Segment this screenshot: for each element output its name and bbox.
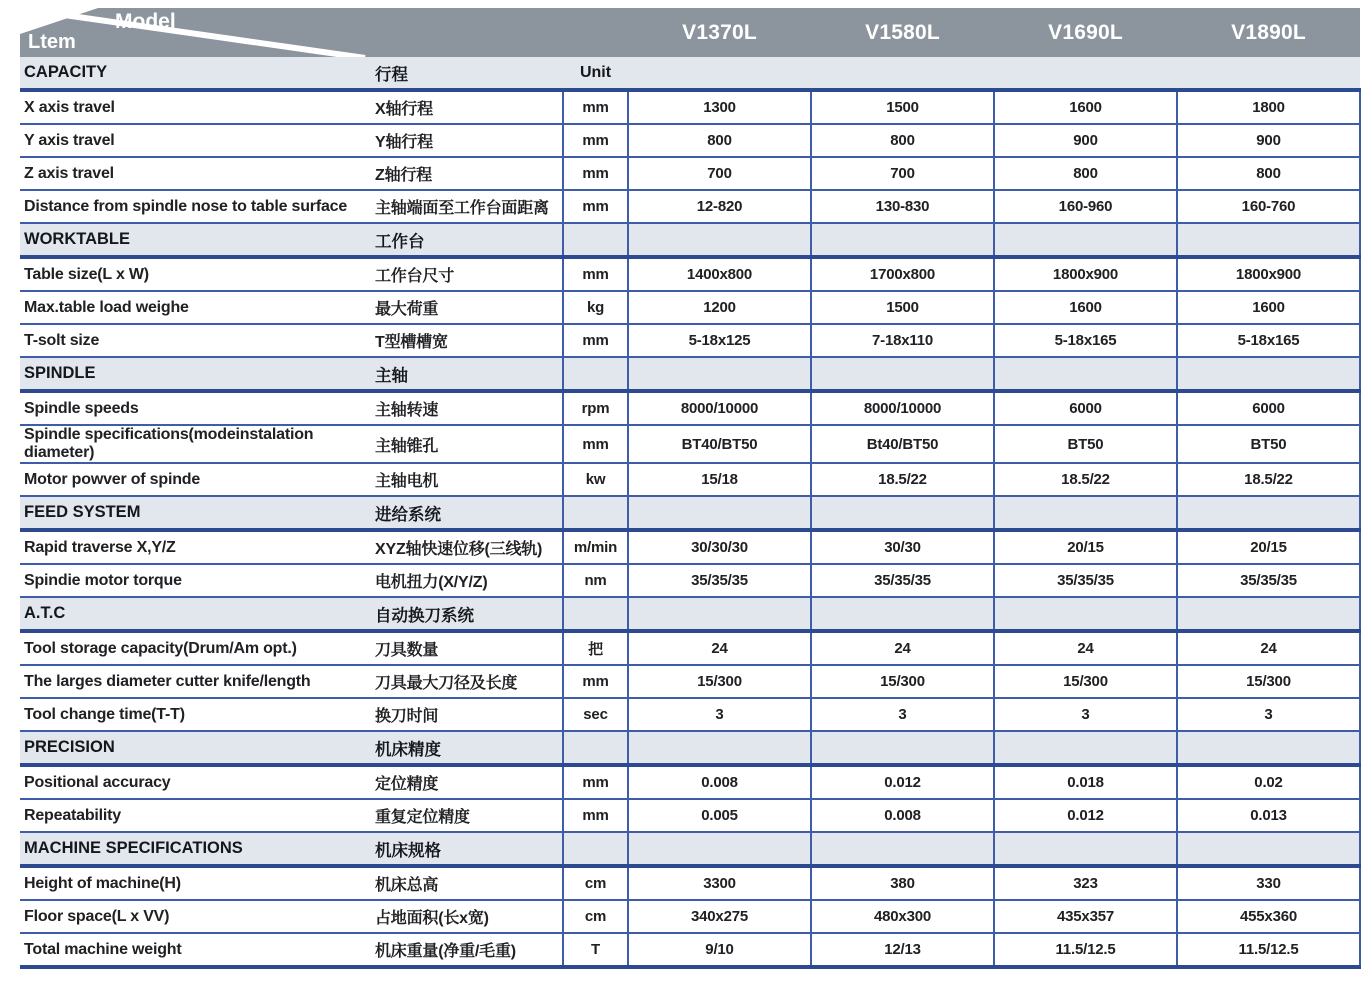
section-empty-cell xyxy=(994,832,1177,866)
value-cell: 800 xyxy=(994,157,1177,190)
value-cell: 340x275 xyxy=(628,900,811,933)
item-name-cn: 定位精度 xyxy=(375,765,563,799)
value-cell: 3 xyxy=(994,698,1177,731)
value-cell: 0.008 xyxy=(811,799,994,832)
spec-row xyxy=(20,157,1360,190)
value-cell: 1400x800 xyxy=(628,257,811,291)
unit-cell: mm xyxy=(563,257,628,291)
item-name-en: Max.table load weighe xyxy=(20,291,375,324)
value-cell: 435x357 xyxy=(994,900,1177,933)
section-row xyxy=(20,357,1360,391)
value-cell: 30/30/30 xyxy=(628,530,811,564)
unit-cell: mm xyxy=(563,124,628,157)
value-cell: 5-18x165 xyxy=(994,324,1177,357)
model-header-2: V1580L xyxy=(811,8,994,57)
unit-column-header xyxy=(563,731,628,765)
value-cell: 7-18x110 xyxy=(811,324,994,357)
unit-cell: 把 xyxy=(563,631,628,665)
item-name-cn: 主轴端面至工作台面距离 xyxy=(375,190,563,223)
section-empty-cell xyxy=(628,357,811,391)
value-cell: 1600 xyxy=(994,90,1177,124)
section-empty-cell xyxy=(811,597,994,631)
item-name-en: Spindle specifications(modeinstalation diameter) xyxy=(20,425,375,463)
section-empty-cell xyxy=(1177,597,1360,631)
value-cell: 160-760 xyxy=(1177,190,1360,223)
item-name-cn: T型槽槽宽 xyxy=(375,324,563,357)
spec-row xyxy=(20,799,1360,832)
item-name-en: Total machine weight xyxy=(20,933,375,967)
unit-cell: kw xyxy=(563,463,628,496)
value-cell: 1700x800 xyxy=(811,257,994,291)
section-empty-cell xyxy=(628,223,811,257)
spec-row xyxy=(20,124,1360,157)
item-name-en: Tool change time(T-T) xyxy=(20,698,375,731)
unit-cell: cm xyxy=(563,866,628,900)
section-title-cn: 进给系统 xyxy=(375,496,563,530)
spec-row xyxy=(20,190,1360,223)
section-empty-cell xyxy=(994,731,1177,765)
value-cell: 800 xyxy=(628,124,811,157)
value-cell: 330 xyxy=(1177,866,1360,900)
value-cell: 1600 xyxy=(1177,291,1360,324)
item-name-cn: 占地面积(长x宽) xyxy=(375,900,563,933)
spec-row xyxy=(20,425,1360,463)
section-title-en: PRECISION xyxy=(20,731,375,765)
section-row xyxy=(20,731,1360,765)
section-title-en: A.T.C xyxy=(20,597,375,631)
item-name-cn: 主轴转速 xyxy=(375,391,563,425)
value-cell: 0.008 xyxy=(628,765,811,799)
item-name-cn: XYZ轴快速位移(三线轨) xyxy=(375,530,563,564)
unit-cell: rpm xyxy=(563,391,628,425)
item-name-en: The larges diameter cutter knife/length xyxy=(20,665,375,698)
value-cell: 15/300 xyxy=(1177,665,1360,698)
section-empty-cell xyxy=(811,731,994,765)
value-cell: 1800x900 xyxy=(994,257,1177,291)
value-cell: 0.018 xyxy=(994,765,1177,799)
item-name-en: Z axis travel xyxy=(20,157,375,190)
value-cell: 0.02 xyxy=(1177,765,1360,799)
section-title-cn: 机床规格 xyxy=(375,832,563,866)
value-cell: 480x300 xyxy=(811,900,994,933)
value-cell: 1600 xyxy=(994,291,1177,324)
value-cell: 380 xyxy=(811,866,994,900)
item-name-en: X axis travel xyxy=(20,90,375,124)
section-row xyxy=(20,496,1360,530)
corner-label-model: Model xyxy=(115,10,176,33)
value-cell: 3300 xyxy=(628,866,811,900)
item-name-cn: X轴行程 xyxy=(375,90,563,124)
section-title-cn: 主轴 xyxy=(375,357,563,391)
value-cell: 1300 xyxy=(628,90,811,124)
value-cell: 1500 xyxy=(811,90,994,124)
value-cell: 12-820 xyxy=(628,190,811,223)
unit-cell: sec xyxy=(563,698,628,731)
item-name-en: Spindle speeds xyxy=(20,391,375,425)
unit-column-header xyxy=(563,357,628,391)
section-empty-cell xyxy=(1177,731,1360,765)
item-name-en: Rapid traverse X,Y/Z xyxy=(20,530,375,564)
value-cell: 15/300 xyxy=(628,665,811,698)
section-title-en: FEED SYSTEM xyxy=(20,496,375,530)
value-cell: 0.012 xyxy=(994,799,1177,832)
table-header-row xyxy=(20,8,1360,57)
unit-cell: mm xyxy=(563,157,628,190)
value-cell: 8000/10000 xyxy=(811,391,994,425)
item-name-en: Distance from spindle nose to table surface xyxy=(20,190,375,223)
section-title-en: SPINDLE xyxy=(20,357,375,391)
corner-label-item: Ltem xyxy=(28,31,76,53)
value-cell: 35/35/35 xyxy=(1177,564,1360,597)
section-title-cn: 自动换刀系统 xyxy=(375,597,563,631)
value-cell: 5-18x125 xyxy=(628,324,811,357)
value-cell: 8000/10000 xyxy=(628,391,811,425)
section-title-cn: 行程 xyxy=(375,57,563,90)
spec-table-body xyxy=(20,57,1360,967)
item-name-cn: 主轴电机 xyxy=(375,463,563,496)
section-row xyxy=(20,832,1360,866)
value-cell: 1800 xyxy=(1177,90,1360,124)
unit-column-header: Unit xyxy=(563,57,628,90)
unit-cell: cm xyxy=(563,900,628,933)
value-cell: Bt40/BT50 xyxy=(811,425,994,463)
spec-row xyxy=(20,866,1360,900)
value-cell: 5-18x165 xyxy=(1177,324,1360,357)
section-empty-cell xyxy=(994,496,1177,530)
value-cell: 35/35/35 xyxy=(628,564,811,597)
item-name-cn: 机床重量(净重/毛重) xyxy=(375,933,563,967)
value-cell: 12/13 xyxy=(811,933,994,967)
item-name-en: Repeatability xyxy=(20,799,375,832)
value-cell: 18.5/22 xyxy=(811,463,994,496)
value-cell: 0.005 xyxy=(628,799,811,832)
unit-column-header xyxy=(563,597,628,631)
value-cell: 1500 xyxy=(811,291,994,324)
value-cell: 24 xyxy=(811,631,994,665)
value-cell: 15/300 xyxy=(994,665,1177,698)
unit-cell: mm xyxy=(563,90,628,124)
value-cell: 800 xyxy=(1177,157,1360,190)
item-name-cn: 电机扭力(X/Y/Z) xyxy=(375,564,563,597)
spec-row xyxy=(20,90,1360,124)
section-empty-cell xyxy=(628,57,811,90)
section-empty-cell xyxy=(628,496,811,530)
value-cell: 700 xyxy=(628,157,811,190)
model-header-1: V1370L xyxy=(628,8,811,57)
item-name-cn: 重复定位精度 xyxy=(375,799,563,832)
section-empty-cell xyxy=(628,832,811,866)
value-cell: 1200 xyxy=(628,291,811,324)
item-name-cn: Y轴行程 xyxy=(375,124,563,157)
value-cell: 3 xyxy=(811,698,994,731)
value-cell: BT50 xyxy=(1177,425,1360,463)
unit-cell: mm xyxy=(563,190,628,223)
spec-row xyxy=(20,665,1360,698)
unit-cell: mm xyxy=(563,665,628,698)
value-cell: 1800x900 xyxy=(1177,257,1360,291)
item-name-cn: 主轴锥孔 xyxy=(375,425,563,463)
unit-cell: mm xyxy=(563,324,628,357)
value-cell: 800 xyxy=(811,124,994,157)
section-empty-cell xyxy=(994,597,1177,631)
value-cell: 30/30 xyxy=(811,530,994,564)
model-header-3: V1690L xyxy=(994,8,1177,57)
spec-row xyxy=(20,564,1360,597)
item-name-en: Motor powver of spinde xyxy=(20,463,375,496)
value-cell: BT50 xyxy=(994,425,1177,463)
item-name-en: Y axis travel xyxy=(20,124,375,157)
item-name-en: Positional accuracy xyxy=(20,765,375,799)
value-cell: 3 xyxy=(1177,698,1360,731)
spec-row xyxy=(20,900,1360,933)
value-cell: 130-830 xyxy=(811,190,994,223)
value-cell: 6000 xyxy=(1177,391,1360,425)
section-empty-cell xyxy=(1177,223,1360,257)
value-cell: 455x360 xyxy=(1177,900,1360,933)
spec-row xyxy=(20,391,1360,425)
item-name-cn: Z轴行程 xyxy=(375,157,563,190)
value-cell: 15/18 xyxy=(628,463,811,496)
section-empty-cell xyxy=(1177,357,1360,391)
section-empty-cell xyxy=(811,496,994,530)
unit-column-header xyxy=(563,223,628,257)
section-row xyxy=(20,223,1360,257)
section-empty-cell xyxy=(1177,832,1360,866)
spec-row xyxy=(20,765,1360,799)
section-empty-cell xyxy=(628,597,811,631)
section-empty-cell xyxy=(628,731,811,765)
unit-cell: mm xyxy=(563,799,628,832)
value-cell: 6000 xyxy=(994,391,1177,425)
item-name-cn: 机床总高 xyxy=(375,866,563,900)
value-cell: 9/10 xyxy=(628,933,811,967)
item-name-en: Floor space(L x VV) xyxy=(20,900,375,933)
section-title-cn: 机床精度 xyxy=(375,731,563,765)
item-name-cn: 换刀时间 xyxy=(375,698,563,731)
diagonal-divider xyxy=(20,8,563,57)
spec-row xyxy=(20,257,1360,291)
item-name-en: Spindie motor torque xyxy=(20,564,375,597)
value-cell: 700 xyxy=(811,157,994,190)
unit-cell: mm xyxy=(563,765,628,799)
spec-table xyxy=(20,8,1361,969)
spec-row xyxy=(20,933,1360,967)
model-header-4: V1890L xyxy=(1177,8,1360,57)
section-empty-cell xyxy=(811,357,994,391)
value-cell: 35/35/35 xyxy=(811,564,994,597)
unit-cell: m/min xyxy=(563,530,628,564)
spec-row xyxy=(20,324,1360,357)
section-title-cn: 工作台 xyxy=(375,223,563,257)
section-empty-cell xyxy=(1177,496,1360,530)
spec-row xyxy=(20,698,1360,731)
item-name-en: Height of machine(H) xyxy=(20,866,375,900)
unit-column-header xyxy=(563,496,628,530)
unit-cell: nm xyxy=(563,564,628,597)
unit-header-spacer xyxy=(563,8,628,57)
section-title-en: WORKTABLE xyxy=(20,223,375,257)
item-name-en: Table size(L x W) xyxy=(20,257,375,291)
value-cell: 160-960 xyxy=(994,190,1177,223)
value-cell: 24 xyxy=(994,631,1177,665)
item-name-en: Tool storage capacity(Drum/Am opt.) xyxy=(20,631,375,665)
section-empty-cell xyxy=(994,57,1177,90)
value-cell: 20/15 xyxy=(994,530,1177,564)
section-title-en: CAPACITY xyxy=(20,57,375,90)
spec-row xyxy=(20,530,1360,564)
value-cell: 0.012 xyxy=(811,765,994,799)
unit-cell: T xyxy=(563,933,628,967)
item-name-en: T-solt size xyxy=(20,324,375,357)
unit-column-header xyxy=(563,832,628,866)
section-empty-cell xyxy=(811,223,994,257)
section-row xyxy=(20,597,1360,631)
value-cell: 35/35/35 xyxy=(994,564,1177,597)
value-cell: 3 xyxy=(628,698,811,731)
value-cell: 20/15 xyxy=(1177,530,1360,564)
value-cell: 24 xyxy=(628,631,811,665)
item-name-cn: 最大荷重 xyxy=(375,291,563,324)
value-cell: 323 xyxy=(994,866,1177,900)
item-name-cn: 工作台尺寸 xyxy=(375,257,563,291)
value-cell: 11.5/12.5 xyxy=(1177,933,1360,967)
unit-cell: kg xyxy=(563,291,628,324)
item-name-cn: 刀具最大刀径及长度 xyxy=(375,665,563,698)
value-cell: 11.5/12.5 xyxy=(994,933,1177,967)
spec-row xyxy=(20,291,1360,324)
section-title-en: MACHINE SPECIFICATIONS xyxy=(20,832,375,866)
spec-row xyxy=(20,631,1360,665)
value-cell: 18.5/22 xyxy=(994,463,1177,496)
section-empty-cell xyxy=(811,57,994,90)
item-name-cn: 刀具数量 xyxy=(375,631,563,665)
value-cell: 900 xyxy=(994,124,1177,157)
section-empty-cell xyxy=(1177,57,1360,90)
value-cell: 900 xyxy=(1177,124,1360,157)
spec-sheet xyxy=(20,8,1361,969)
corner-cell xyxy=(20,8,563,57)
value-cell: 24 xyxy=(1177,631,1360,665)
section-empty-cell xyxy=(994,357,1177,391)
section-row xyxy=(20,57,1360,90)
unit-cell: mm xyxy=(563,425,628,463)
value-cell: BT40/BT50 xyxy=(628,425,811,463)
spec-row xyxy=(20,463,1360,496)
value-cell: 0.013 xyxy=(1177,799,1360,832)
section-empty-cell xyxy=(811,832,994,866)
value-cell: 15/300 xyxy=(811,665,994,698)
value-cell: 18.5/22 xyxy=(1177,463,1360,496)
section-empty-cell xyxy=(994,223,1177,257)
